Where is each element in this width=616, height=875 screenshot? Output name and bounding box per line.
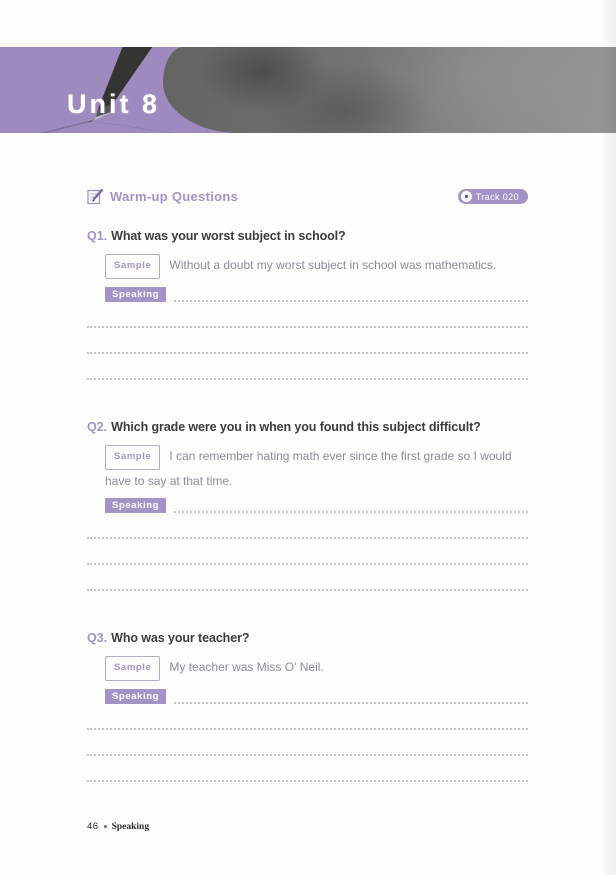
sample-answer (105, 657, 528, 682)
question-block-2 (87, 420, 528, 591)
notepad-pencil-icon (87, 188, 104, 205)
answer-line (87, 302, 528, 328)
sample-answer (105, 446, 528, 491)
page-number: 46 (87, 821, 99, 832)
answer-line (87, 513, 528, 539)
sample-chip: Sample (105, 445, 160, 470)
track-badge (458, 189, 528, 204)
speaking-row (105, 689, 528, 705)
answer-line (87, 756, 528, 782)
bullet-icon (104, 825, 107, 828)
footer-section-label: Speaking (111, 821, 150, 832)
answer-line (174, 298, 528, 302)
page-footer (87, 821, 149, 832)
sample-chip: Sample (105, 254, 160, 279)
answer-line (87, 328, 528, 354)
speaking-chip: Speaking (105, 498, 166, 514)
section-header (87, 188, 528, 205)
speaking-row (105, 287, 528, 303)
sample-text: Without a doubt my worst subject in school was mathematics. (169, 258, 497, 272)
answer-line (87, 704, 528, 730)
answer-line (87, 730, 528, 756)
sample-text: I can remember hating math ever since the first grade so I would have to say at that time. (105, 449, 512, 488)
question-block-3 (87, 631, 528, 782)
question-text: What was your worst subject in school? (111, 229, 346, 243)
sample-chip: Sample (105, 656, 160, 681)
section-title: Warm-up Questions (110, 189, 239, 204)
answer-line (174, 700, 528, 704)
speaking-row (105, 498, 528, 514)
disc-icon (461, 191, 472, 202)
answer-line (87, 565, 528, 591)
question-text: Which grade were you in when you found this subject difficult? (111, 420, 481, 434)
sample-text: My teacher was Miss O' Neil. (169, 660, 324, 674)
question-text: Who was your teacher? (111, 631, 250, 645)
page-content (87, 188, 528, 822)
track-badge-label: Track 020 (475, 191, 519, 202)
question-number: Q1. (87, 229, 108, 243)
question-block-1 (87, 229, 528, 380)
question-number: Q3. (87, 631, 108, 645)
answer-line (174, 509, 528, 513)
sample-answer (105, 255, 528, 280)
answer-line (87, 354, 528, 380)
answer-line (87, 539, 528, 565)
unit-header-banner (0, 47, 616, 133)
unit-title: Unit 8 (67, 89, 161, 119)
question-number: Q2. (87, 420, 108, 434)
speaking-chip: Speaking (105, 287, 166, 303)
hand-photo (163, 47, 616, 133)
speaking-chip: Speaking (105, 689, 166, 705)
